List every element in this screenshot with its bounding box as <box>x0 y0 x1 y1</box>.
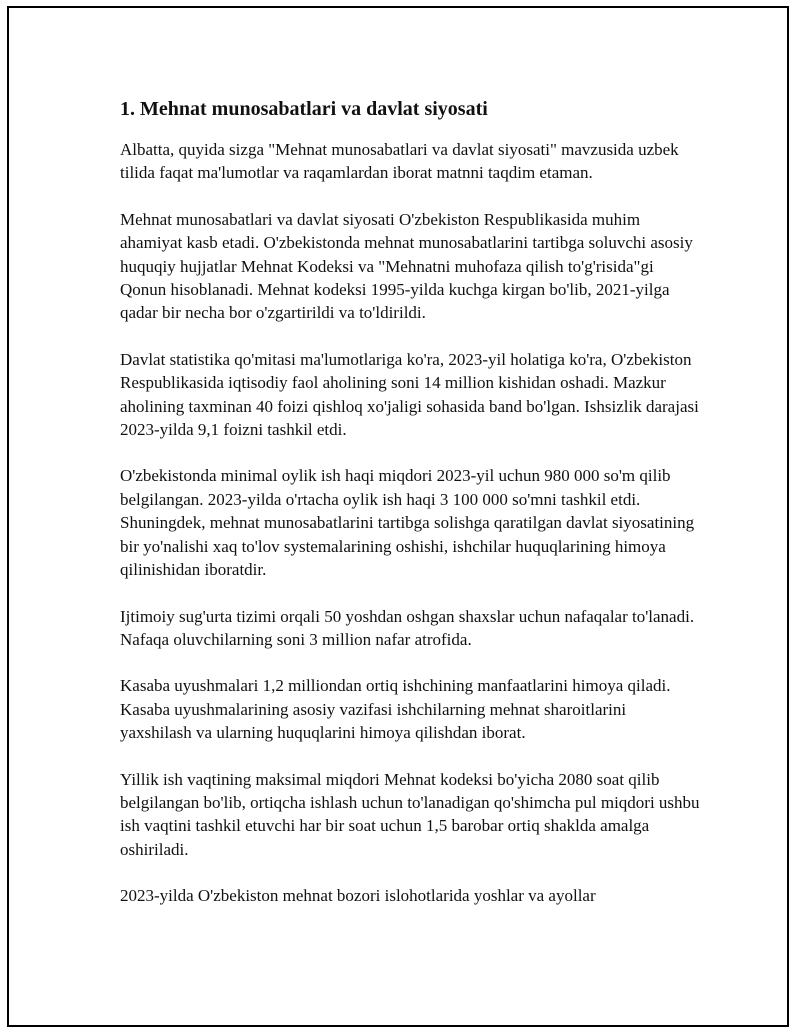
document-body <box>120 96 700 931</box>
paragraph-social-insurance: Ijtimoiy sug'urta tizimi orqali 50 yoshdan oshgan shaxslar uchun nafaqalar to'lanadi. Nafaqa oluvchilarning soni 3 million nafar atrofida. <box>120 606 695 649</box>
document-page <box>7 6 789 1027</box>
paragraph-intro: Albatta, quyida sizga "Mehnat munosabatlari va davlat siyosati" mavzusida uzbek tilida faqat ma'lumotlar va raqamlardan iborat matnni taqdim etaman. <box>120 140 679 183</box>
paragraph-working-hours: Yillik ish vaqtining maksimal miqdori Mehnat kodeksi bo'yicha 2080 soat qilib belgilangan bo'lib, ortiqcha ishlash uchun to'lanadigan qo'shimcha pul miqdori ushbu ish vaqtini tashkil etuvchi har bir soat uchun 1,5 barobar ortiq shaklda amalga oshiriladi. <box>120 769 700 859</box>
paragraph-wages: O'zbekistonda minimal oylik ish haqi miqdori 2023-yil uchun 980 000 so'm qilib belgilangan. 2023-yilda o'rtacha oylik ish haqi 3 100 000 so'mni tashkil etdi. Shuningdek, mehnat munosabatlarini tartibga solishga qaratilgan davlat siyosatining bir yo'nalishi xaq to'lov systemalarining oshishi, ishchilar huquqlarining himoya qilinishidan iboratdir. <box>120 466 695 580</box>
paragraph-legal-framework: Mehnat munosabatlari va davlat siyosati O'zbekiston Respublikasida muhim ahamiyat kasb etadi. O'zbekistonda mehnat munosabatlarini tartibga soluvchi asosiy huquqiy hujjatlar Mehnat Kodeksi va "Mehnatni muhofaza qilish to'g'risida"gi Qonun hisoblanadi. Mehnat kodeksi 1995-yilda kuchga kirgan bo'lib, 2021-yilga qadar bir necha bor o'zgartirildi va to'ldirildi. <box>120 209 693 323</box>
paragraph-statistics: Davlat statistika qo'mitasi ma'lumotlariga ko'ra, 2023-yil holatiga ko'ra, O'zbekiston Respublikasida iqtisodiy faol aholining soni 14 million kishidan oshadi. Mazkur aholining taxminan 40 foizi qishloq xo'jaligi sohasida band bo'lgan. Ishsizlik darajasi 2023-yilda 9,1 foizni tashkil etdi. <box>120 349 699 440</box>
page-title: 1. Mehnat munosabatlari va davlat siyosati <box>120 98 488 120</box>
paragraph-trade-unions: Kasaba uyushmalari 1,2 milliondan ortiq ishchining manfaatlarini himoya qiladi. Kasaba uyushmalarining asosiy vazifasi ishchilarning mehnat sharoitlarini yaxshilash va ularning huquqlarini himoya qilishdan iborat. <box>120 676 671 743</box>
paragraph-reforms: 2023-yilda O'zbekiston mehnat bozori islohotlarida yoshlar va ayollar <box>120 886 596 906</box>
